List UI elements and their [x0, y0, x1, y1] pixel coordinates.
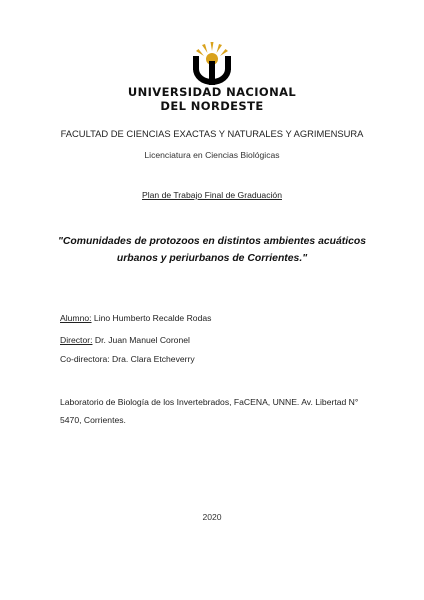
- codirector-row: [60, 354, 195, 364]
- university-name-line2: DEL NORDESTE: [160, 99, 264, 113]
- university-name-line1: UNIVERSIDAD NACIONAL: [127, 85, 297, 99]
- director-label: Director:: [60, 335, 93, 345]
- thesis-title-line1: "Comunidades de protozoos en distintos ambientes acuáticos: [57, 236, 367, 247]
- career-name: Licenciatura en Ciencias Biológicas: [144, 150, 280, 160]
- codirector-label: Co-directora:: [60, 354, 110, 364]
- codirector-name: Dra. Clara Etcheverry: [109, 354, 195, 364]
- laboratory-address: Laboratorio de Biología de los Invertebrados, FaCENA, UNNE. Av. Libertad N° 5470, Corrientes.: [60, 397, 359, 425]
- director-row: [60, 335, 190, 345]
- student-row: [60, 313, 211, 323]
- director-name: Dr. Juan Manuel Coronel: [92, 335, 190, 345]
- faculty-name: FACULTAD DE CIENCIAS EXACTAS Y NATURALES Y AGRIMENSURA: [60, 128, 364, 139]
- student-name: Lino Humberto Recalde Rodas: [91, 313, 212, 323]
- unne-emblem-icon: [191, 42, 233, 86]
- student-label: Alumno:: [60, 313, 92, 323]
- thesis-title-line2: urbanos y periurbanos de Corrientes.": [116, 253, 308, 264]
- university-logo: [0, 42, 424, 86]
- plan-title: Plan de Trabajo Final de Graduación: [142, 190, 282, 200]
- year: 2020: [202, 512, 222, 522]
